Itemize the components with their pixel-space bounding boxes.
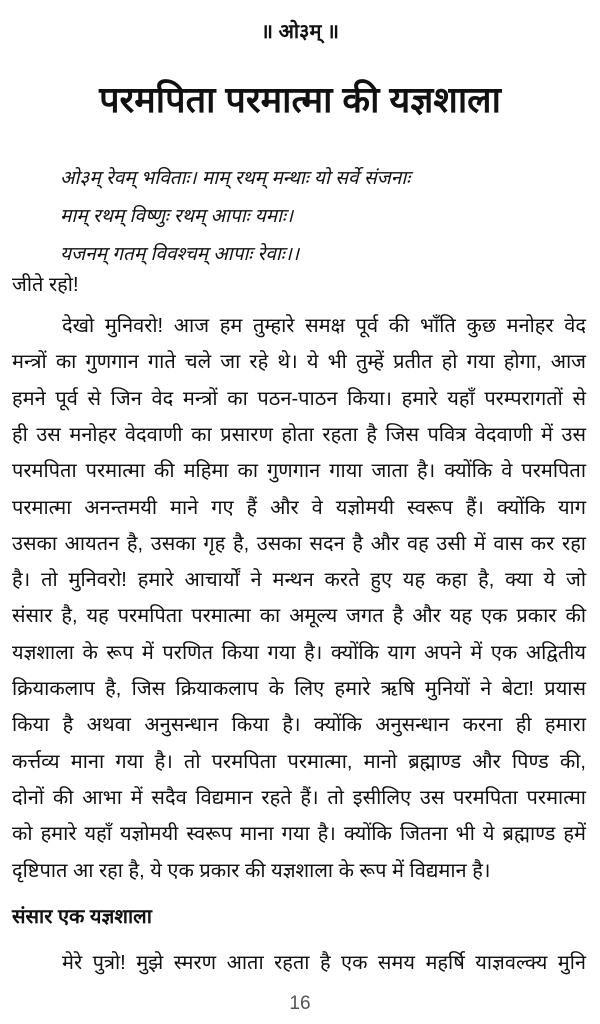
paragraph-1-line: हमने पूर्व से जिन वेद मन्त्रों का पठन-पाठन किया। हमारे यहाँ परम्परागतों से <box>12 387 586 410</box>
paragraph-1-line: उसका आयतन है, उसका गृह है, उसका सदन है और वह उसी में वास कर रहा <box>12 532 586 555</box>
verse-line: यजनम् गतम् विवश्चम् आपाः रेवाः।। <box>60 244 300 265</box>
paragraph-1-line: कर्त्तव्य माना गया है। तो परमपिता परमात्मा, मानो ब्रह्माण्ड और पिण्ड की, <box>12 750 586 773</box>
page-number: 16 <box>289 993 311 1014</box>
paragraph-1-line: क्रियाकलाप है, जिस क्रियाकलाप के लिए हमारे ऋषि मुनियों ने बेटा! प्रयास <box>12 678 586 700</box>
paragraph-1-line: किया है अथवा अनुसन्धान किया है। क्योंकि अनुसन्धान करना ही हमारा <box>12 714 586 737</box>
paragraph-1-line: मन्त्रों का गुणगान गाते चले जा रहे थे। ये भी तुम्हें प्रतीत हो गया होगा, आज <box>12 351 586 374</box>
page-title: परमपिता परमात्मा की यज्ञशाला <box>99 79 501 120</box>
paragraph-1-line: परमात्मा अनन्तमयी माने गए हैं और वे यज्ञोमयी स्वरूप हैं। क्योंकि याग <box>12 496 586 519</box>
paragraph-1-line: यज्ञशाला के रूप में परणित किया गया है। क्योंकि याग अपने में एक अद्वितीय <box>12 641 586 664</box>
verse-line: माम् रथम् विष्णुः रथम् आपाः यमाः। <box>60 206 294 227</box>
verse-line: ओ३म् रेवम् भविताः। माम् रथम् मन्थाः यो सर्वे संजनाः <box>60 168 411 189</box>
paragraph-1-line: है। तो मुनिवरो! हमारे आचार्यों ने मन्थन करते हुए यह कहा है, क्या ये जो <box>12 569 586 592</box>
section-heading: संसार एक यज्ञशाला <box>12 906 152 928</box>
paragraph-1-line: दृष्टिपात आ रहा है, ये एक प्रकार की यज्ञशाला के रूप में विद्यमान है। <box>12 859 491 882</box>
paragraph-1-line: को हमारे यहाँ यज्ञोमयी स्वरूप माना गया है। क्योंकि जितना भी ये ब्रह्माण्ड हमें <box>12 823 586 846</box>
paragraph-2-line: मेरे पुत्रो! मुझे स्मरण आता रहता है एक समय महर्षि याज्ञवल्क्य मुनि <box>62 952 586 974</box>
paragraph-1-line: दोनों की आभा में सदैव विद्यमान रहते हैं। तो इसीलिए उस परमपिता परमात्मा <box>12 786 586 809</box>
paragraph-1-line: ही उस मनोहर वेदवाणी का प्रसारण होता रहता है जिस पवित्र वेदवाणी में उस <box>12 423 586 446</box>
greeting: जीते रहो! <box>12 274 79 296</box>
invocation: ॥ ओ३म् ॥ <box>261 21 339 43</box>
paragraph-1-line: संसार है, यह परमपिता परमात्मा का अमूल्य जगत है और यह एक प्रकार की <box>12 605 586 628</box>
paragraph-1-line: परमपिता परमात्मा की महिमा का गुणगान गाया जाता है। क्योंकि वे परमपिता <box>12 460 586 483</box>
paragraph-1-line: देखो मुनिवरो! आज हम तुम्हारे समक्ष पूर्व की भाँति कुछ मनोहर वेद <box>62 315 586 337</box>
